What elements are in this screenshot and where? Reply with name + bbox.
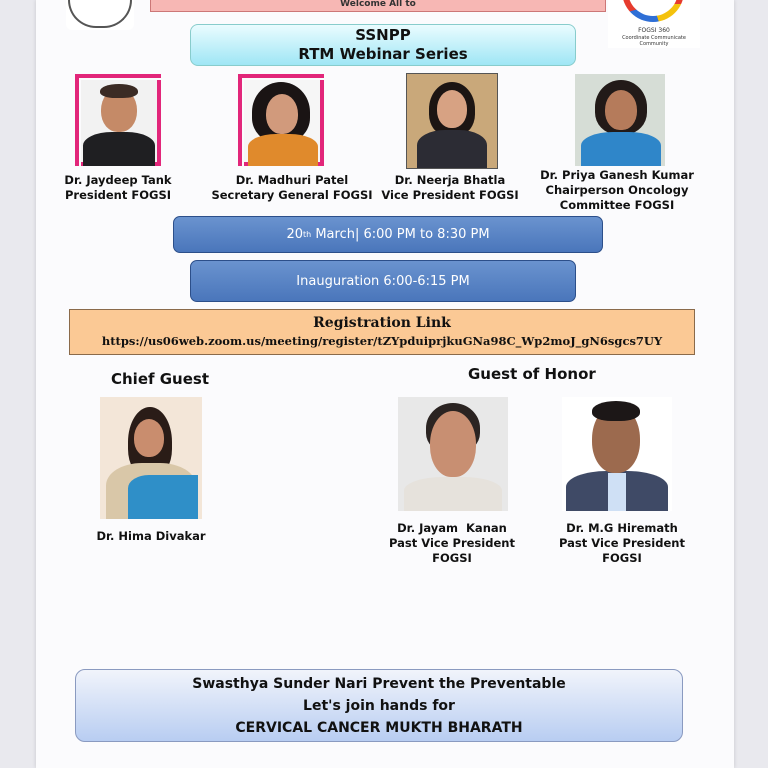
registration-box [69, 309, 695, 355]
official-caption-3 [380, 173, 520, 203]
official-name: Dr. Priya Ganesh Kumar [540, 168, 694, 182]
photo-priya-ganesh-kumar [575, 74, 665, 166]
logo-name: FOGSI 360 [638, 27, 670, 34]
official-name: Dr. Jaydeep Tank [64, 173, 172, 187]
official-caption-4 [540, 168, 694, 213]
honor-guest-role: Past Vice President FOGSI [559, 536, 685, 565]
official-name: Dr. Neerja Bhatla [394, 173, 506, 187]
honor-guest-caption-1 [372, 521, 532, 566]
date-day: 20 [286, 227, 303, 242]
official-role: Vice President FOGSI [381, 188, 519, 202]
inauguration-bar [190, 260, 576, 302]
inauguration-time: Inauguration 6:00-6:15 PM [296, 273, 470, 289]
photo-neerja-bhatla [406, 73, 498, 169]
date-suffix: th [302, 230, 312, 239]
honor-guest-name: Dr. Jayam Kanan [397, 521, 507, 535]
date-time-bar [173, 216, 603, 253]
honor-guest-name: Dr. M.G Hiremath [566, 521, 678, 535]
honor-guest-role: Past Vice President FOGSI [389, 536, 515, 565]
registration-label: Registration Link [313, 315, 451, 331]
fogsi-360-logo [608, 0, 700, 48]
official-role: President FOGSI [64, 188, 172, 202]
series-subtitle: RTM Webinar Series [298, 45, 468, 63]
footer-line-1: Swasthya Sunder Nari Prevent the Preventable [192, 675, 566, 692]
chief-guest-title: Chief Guest [111, 370, 210, 388]
photo-hima-divakar [100, 397, 202, 519]
fogsi-seal-logo [66, 0, 134, 30]
official-name: Dr. Madhuri Patel [235, 173, 349, 187]
welcome-banner: Welcome All to [150, 0, 606, 12]
official-role: Secretary General FOGSI [211, 188, 373, 202]
official-role-2: Committee FOGSI [559, 198, 675, 212]
footer-line-3: CERVICAL CANCER MUKTH BHARATH [235, 719, 523, 736]
official-caption-1 [48, 173, 188, 203]
date-rest: March| 6:00 PM to 8:30 PM [311, 227, 490, 242]
chief-guest-name: Dr. Hima Divakar [96, 529, 206, 543]
official-caption-2 [196, 173, 388, 203]
registration-link[interactable]: https://us06web.zoom.us/meeting/register/tZYpduiprjkuGNa98C_Wp2moJ_gN6sgcs7UY [101, 334, 663, 348]
series-title: SSNPP [355, 26, 411, 44]
official-role: Chairperson Oncology [545, 183, 689, 197]
photo-madhuri-patel [238, 74, 324, 166]
logo-tagline: Coordinate Communicate Community [622, 35, 686, 47]
photo-jayam-kanan [398, 397, 508, 511]
guest-of-honor-title: Guest of Honor [468, 365, 596, 383]
campaign-footer-box [75, 669, 683, 742]
honor-guest-caption-2 [542, 521, 702, 566]
photo-mg-hiremath [562, 397, 672, 511]
photo-jaydeep-tank [75, 74, 161, 166]
footer-line-2: Let's join hands for [303, 697, 455, 714]
series-title-box [190, 24, 576, 66]
